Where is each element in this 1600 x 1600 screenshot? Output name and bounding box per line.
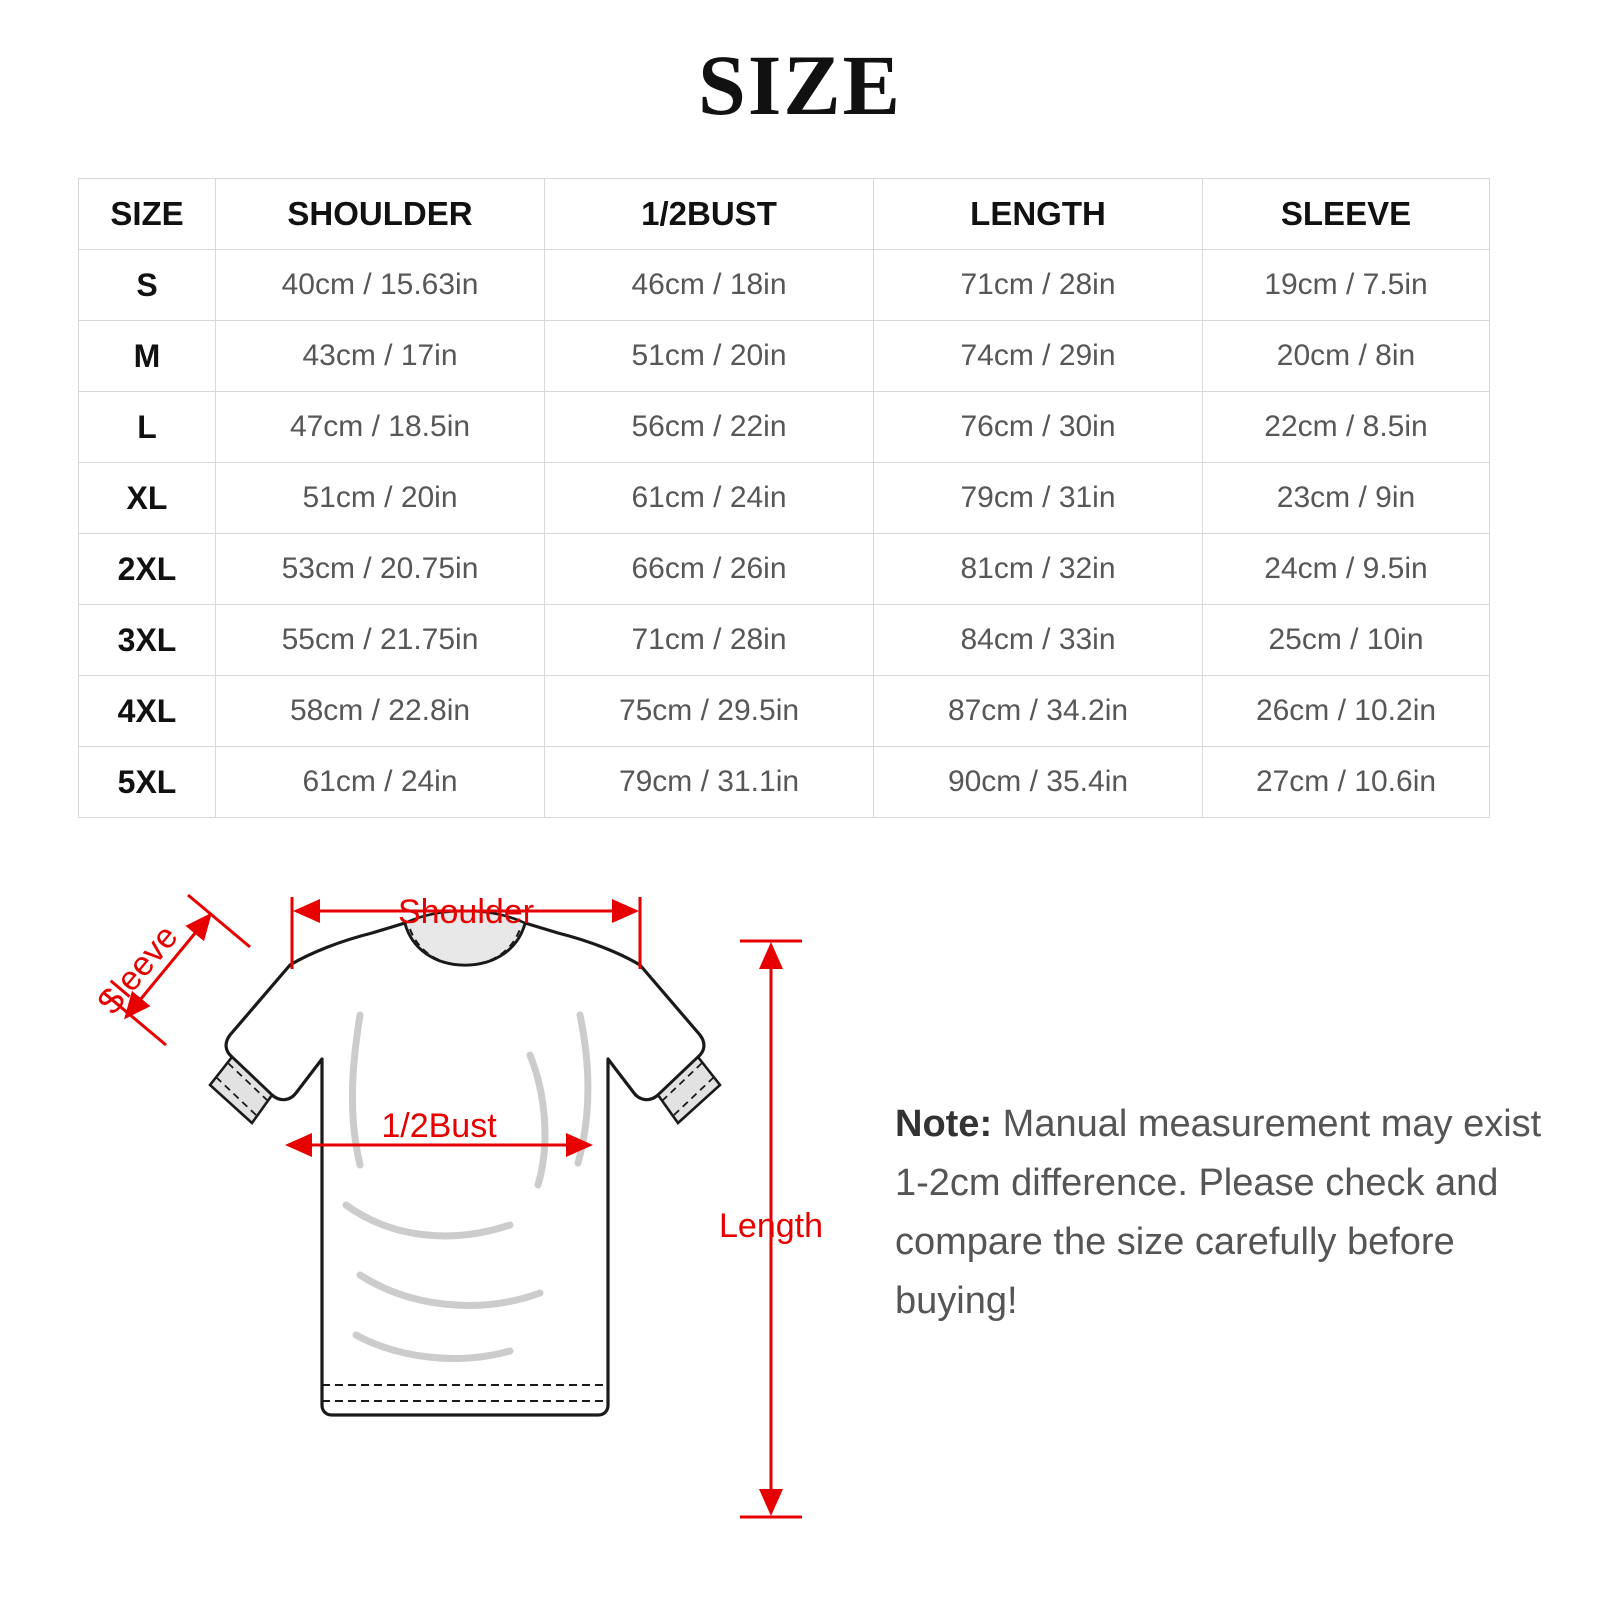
length-label: Length: [719, 1207, 823, 1245]
cell-size: 3XL: [79, 605, 216, 676]
cell-bust: 51cm / 20in: [545, 321, 874, 392]
cell-bust: 79cm / 31.1in: [545, 747, 874, 818]
cell-shoulder: 58cm / 22.8in: [216, 676, 545, 747]
tshirt-illustration: [210, 911, 720, 1415]
table-row: [79, 676, 1490, 747]
cell-size: 2XL: [79, 534, 216, 605]
cell-sleeve: 23cm / 9in: [1203, 463, 1490, 534]
cell-size: L: [79, 392, 216, 463]
note-prefix: Note:: [895, 1103, 993, 1145]
sleeve-label: Sleeve: [89, 917, 186, 1022]
column-header-sleeve: SLEEVE: [1203, 179, 1490, 250]
cell-shoulder: 53cm / 20.75in: [216, 534, 545, 605]
cell-sleeve: 22cm / 8.5in: [1203, 392, 1490, 463]
size-chart-table: [78, 178, 1490, 818]
cell-bust: 71cm / 28in: [545, 605, 874, 676]
table-row: [79, 321, 1490, 392]
cell-size: M: [79, 321, 216, 392]
table-header-row: [79, 179, 1490, 250]
cell-shoulder: 61cm / 24in: [216, 747, 545, 818]
cell-length: 81cm / 32in: [874, 534, 1203, 605]
cell-size: 4XL: [79, 676, 216, 747]
cell-sleeve: 24cm / 9.5in: [1203, 534, 1490, 605]
cell-sleeve: 20cm / 8in: [1203, 321, 1490, 392]
cell-length: 79cm / 31in: [874, 463, 1203, 534]
table-row: [79, 463, 1490, 534]
cell-bust: 75cm / 29.5in: [545, 676, 874, 747]
cell-shoulder: 55cm / 21.75in: [216, 605, 545, 676]
cell-bust: 56cm / 22in: [545, 392, 874, 463]
note-text: Manual measurement may exist 1-2cm difference. Please check and compare the size carefully before buying!: [895, 1103, 1542, 1322]
cell-bust: 66cm / 26in: [545, 534, 874, 605]
cell-shoulder: 40cm / 15.63in: [216, 250, 545, 321]
page-title: SIZE: [697, 37, 903, 133]
cell-length: 74cm / 29in: [874, 321, 1203, 392]
column-header-length: LENGTH: [874, 179, 1203, 250]
cell-size: S: [79, 250, 216, 321]
cell-sleeve: 26cm / 10.2in: [1203, 676, 1490, 747]
table-row: [79, 534, 1490, 605]
cell-length: 90cm / 35.4in: [874, 747, 1203, 818]
cell-shoulder: 43cm / 17in: [216, 321, 545, 392]
cell-size: 5XL: [79, 747, 216, 818]
cell-bust: 46cm / 18in: [545, 250, 874, 321]
cell-length: 84cm / 33in: [874, 605, 1203, 676]
cell-sleeve: 25cm / 10in: [1203, 605, 1490, 676]
column-header-size: SIZE: [79, 179, 216, 250]
table-row: [79, 747, 1490, 818]
cell-sleeve: 27cm / 10.6in: [1203, 747, 1490, 818]
cell-shoulder: 47cm / 18.5in: [216, 392, 545, 463]
table-row: [79, 392, 1490, 463]
cell-sleeve: 19cm / 7.5in: [1203, 250, 1490, 321]
column-header-bust: 1/2BUST: [545, 179, 874, 250]
column-header-shoulder: SHOULDER: [216, 179, 545, 250]
cell-length: 87cm / 34.2in: [874, 676, 1203, 747]
table-row: [79, 250, 1490, 321]
cell-size: XL: [79, 463, 216, 534]
cell-bust: 61cm / 24in: [545, 463, 874, 534]
shoulder-label: Shoulder: [397, 893, 535, 931]
table-row: [79, 605, 1490, 676]
measurement-diagram: [60, 845, 850, 1565]
note-block: [895, 1095, 1545, 1331]
bust-label: 1/2Bust: [381, 1107, 497, 1145]
cell-length: 76cm / 30in: [874, 392, 1203, 463]
cell-shoulder: 51cm / 20in: [216, 463, 545, 534]
cell-length: 71cm / 28in: [874, 250, 1203, 321]
